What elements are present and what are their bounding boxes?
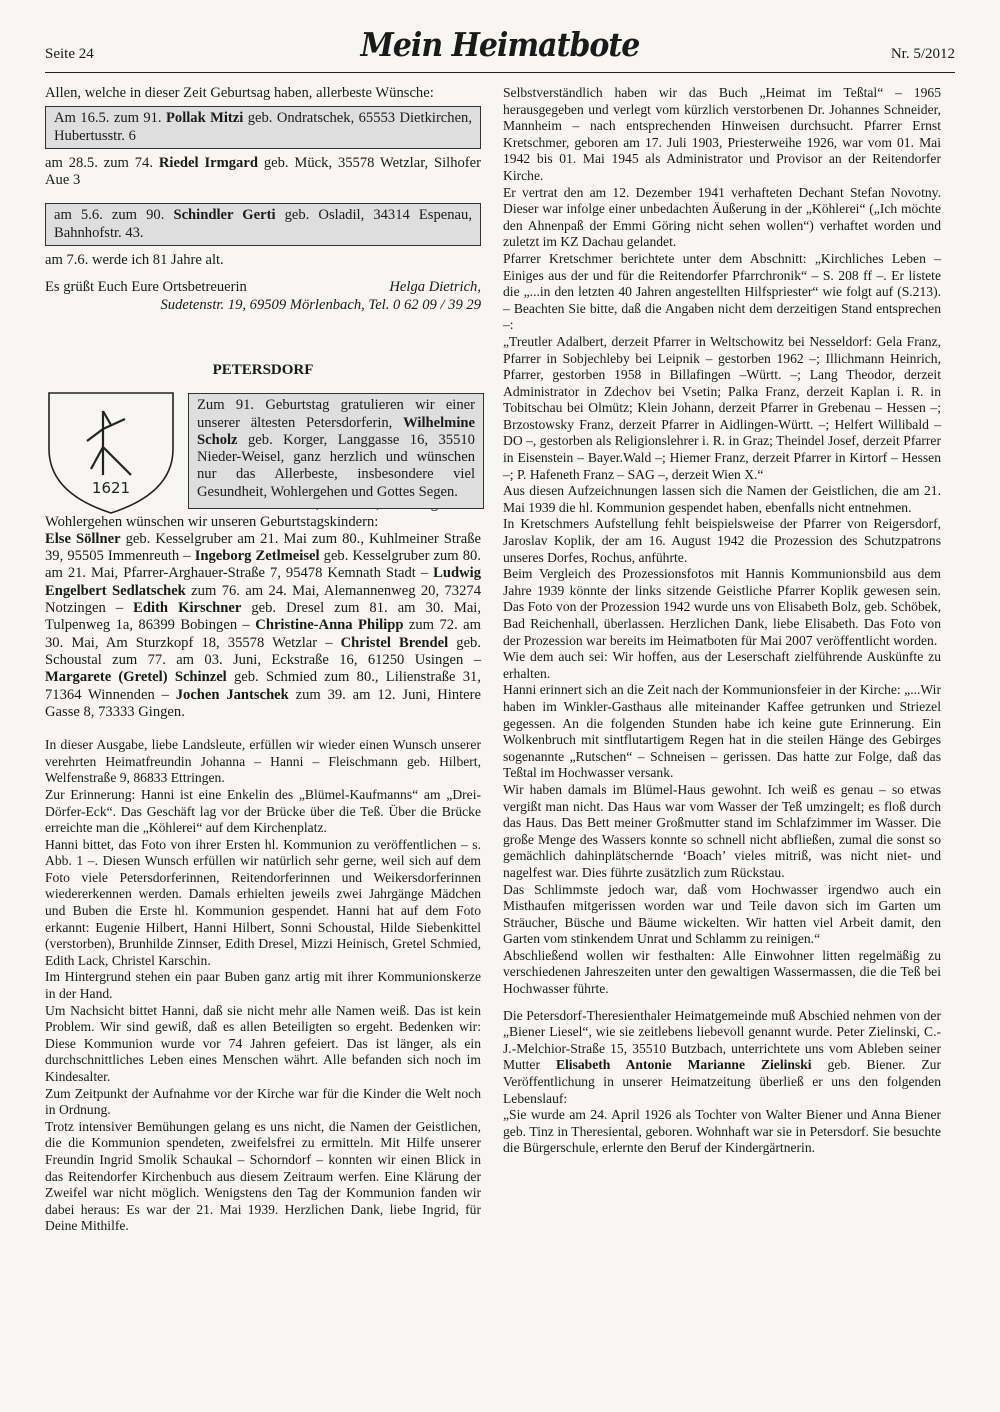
box2-name: Schindler Gerti — [173, 207, 276, 224]
left-column — [45, 85, 481, 1235]
birthday-name: Christel Brendel — [340, 634, 449, 651]
crest-year: 1621 — [91, 479, 131, 498]
article-paragraph: Trotz intensiver Bemühungen gelang es uns nicht, die Namen der Geistlichen, die die Kommunion spendeten, zweifelsfrei zu ermitteln. Mit Hilfe unserer Freundin Ingrid Smolik Schaukal – Schorndorf – konnten wir einen Blick in das Reitendorfer Kirchenbuch aus diesem Zeitraum werfen. Eine Klärung der Zweifel war nicht möglich. Wenigstens den Tag der Kommunion fanden wir dabei heraus: Es war der 21. Mai 1939. Herzlichen Dank, liebe Ingrid, für Deine Mithilfe. — [45, 1118, 481, 1234]
article-paragraph: Im Hintergrund stehen ein paar Buben ganz artig mit ihrer Kommunionskerze in der Hand. — [45, 969, 481, 1002]
header-rule — [45, 72, 955, 73]
birthday-details: zum 39. am 12. Juni, Hintere Gasse 8, 73333 Gingen. — [45, 686, 481, 720]
greeting-line — [45, 279, 481, 296]
right-article — [503, 85, 941, 998]
birthday-details: zum 76. am 24. Mai, Alemannenweg 20, 73274 Notzingen – — [45, 582, 481, 617]
petersdorf-intro — [45, 389, 481, 524]
article-paragraph: Zur Erinnerung: Hanni ist eine Enkelin des „Blümel-Kaufmanns“ am „Drei-Dörfer-Eck“. Das Geschäft lag vor der Brücke über die Teß. Über die Brücke erreichte man die „Köhlerei“ auf dem Kirchenplatz. — [45, 786, 481, 836]
own-birthday: am 7.6. werde ich 81 Jahre alt. — [45, 252, 224, 269]
birthday-name: Else Söllner — [45, 530, 121, 547]
right-column — [503, 85, 941, 1157]
issue-number: Nr. 5/2012 — [890, 46, 955, 62]
birthday-details: geb. Schmied zum 80., Lilienstraße 31, 71364 Winnenden – — [45, 669, 482, 703]
left-article — [45, 737, 481, 1235]
article-paragraph: In dieser Ausgabe, liebe Landsleute, erfüllen wir wieder einen Wunsch unserer verehrten Heimatfreundin Johanna – Hanni – Fleischmann geb. Hilbert, Welfenstraße 9, 86833 Ettringen. — [45, 737, 481, 786]
birthday-list — [45, 531, 481, 721]
obituary-text: Die Petersdorf-Theresienthaler Heimatgemeinde muß Abschied nehmen von der „Biener Liesel“, wie sie zeitlebens liebevoll genannt wurde. Peter Zielinski, C.-J.-Melchior-Straße 15, 35510 Butzbach, unterrichtete uns vom Ableben seiner Mutter — [503, 1007, 941, 1073]
article-paragraph: Beim Vergleich des Prozessionsfotos mit Hannis Kommunionsbild aus dem Jahre 1939 könnte der links sitzende Geistliche Pfarrer Koplik gewesen sein. Das Foto von der Prozession 1942 wurde uns von Elisabeth Bolz, geb. Schöbek, Bad Reichenhall, überlassen. Herzlichen Dank, liebe Elisabeth. Das Foto von der Prozession war bereits im Heimatboten für Mai 2007 veröffentlicht worden. — [503, 566, 941, 648]
birthday-details: zum 72. am 30. Mai, Am Sturzkopf 18, 35578 Wetzlar – — [45, 617, 481, 651]
box1-details: geb. Ondratschek, 65553 Dietkirchen, Hubertusstr. 6 — [54, 110, 472, 144]
author-address: Sudetenstr. 19, 69509 Mörlenbach, Tel. 0 62 09 / 39 29 — [160, 296, 481, 313]
obituary-details: geb. Biener. Zur Veröffentlichung in unserer Heimatzeitung überließ er uns den folgenden Lebenslauf: — [503, 1057, 941, 1106]
article-paragraph: Zum Zeitpunkt der Aufnahme vor der Kirche war für die Kinder die Welt noch in Ordnung. — [45, 1085, 481, 1118]
birthday-details: geb. Schoustal zum 77. am 03. Juni, Eckstraße 16, 61250 Usingen – — [45, 634, 481, 668]
greeting-text: Es grüßt Euch Eure Ortsbetreuerin — [45, 279, 247, 296]
biography-quote: „Sie wurde am 24. April 1926 als Tochter von Walter Biener und Anna Biener geb. Tinz in Theresiental, geboren. Wohnhaft war sie in Petersdorf. Sie besuchte die Bürgerschule, erlernte den Beruf der Kindergärtnerin. — [503, 1107, 941, 1156]
section-title: PETERSDORF — [212, 361, 314, 378]
birthday-details: geb. Dresel zum 81. am 30. Mai, Tulpenweg 1a, 86399 Bobingen – — [45, 600, 481, 634]
b2-name: Riedel Irmgard — [158, 154, 258, 171]
petbox-name: Wilhelmine Scholz — [197, 414, 475, 448]
author-name: Helga Dietrich, — [389, 279, 481, 296]
birthday-box-petersdorf — [188, 393, 484, 509]
box1-date: Am 16.5. zum 91. — [54, 110, 162, 127]
wishes-text: Wohlergehen wünschen wir unseren Geburtstagskindern: — [45, 513, 379, 530]
article-paragraph: Pfarrer Kretschmer berichtete unter dem Abschnitt: „Kirchliches Leben – Einiges aus der und für die Reitendorfer Pfarrchronik“ – S. 208 ff –. Er listete die „...in den letzten 40 Jahren angestellten Hilfspriester“ wie folgt auf (S.213). – Beachten Sie bitte, daß die Angaben nicht dem derzeitigen Stand entsprechen –: — [503, 250, 941, 333]
birthday-box-1 — [45, 106, 481, 149]
article-paragraph: Hanni bittet, das Foto von ihrer Ersten hl. Kommunion zu veröffentlichen – s. Abb. 1 –. Diesen Wunsch erfüllen wir natürlich sehr gerne, weil sich auf dem Foto viele Petersdorferinnen, Reitendorferinnen und Weikersdorferinnen wiedererkennen werden. Damals erhielten jeweils zwei Jahrgänge Mädchen und Buben die Erste hl. Kommunion gespendet. Hanni hat auf dem Foto erkannt: Eugenie Hilbert, Hanni Hilbert, Sonni Schoustal, Hilde Siebenkittel (verstorben), Brunhilde Zinnser, Edith Dresel, Mizzi Heinisch, Gretel Schmied, Edith Lack, Christel Karschin. — [45, 836, 481, 968]
birthday-name: Ingeborg Zetlmeisel — [194, 548, 320, 565]
birthday-name: Edith Kirschner — [133, 600, 242, 617]
article-paragraph: Wir haben damals im Blümel-Haus gewohnt. Ich weiß es genau – so etwas vergißt man nicht. Das Haus war vom Wasser der Teß umzingelt; es floß durch das Haus. Das Bett meiner Großmutter stand im Schlafzimmer im Wasser. Die große Menge des Wassers konnte so schnell nicht abfließen, zumal die sonst so gemächlich dahinplätschernde ‘Boach’ vieles mitriß, was nicht niet- und nagelfest war. Dies führte zusätzlich zum Rückstau. — [503, 781, 941, 880]
b2-date: am 28.5. zum 74. — [45, 154, 153, 171]
birthday-name: Margarete (Gretel) Schinzel — [45, 669, 227, 686]
birthday-name: Christine-Anna Philipp — [255, 617, 404, 634]
article-paragraph: Selbstverständlich haben wir das Buch „Heimat im Teßtal“ – 1965 herausgegeben und verlegt vom kürzlich verstorbenen Dr. Johannes Schneider, Mannheim – nach entsprechenden Hinweisen durchsucht. Pfarrer Ernst Kretschmer, geboren am 17. Juli 1903, Priesterweihe 1926, war vom 01. Mai 1942 bis 01. Mai 1945 als Administrator und Provisor an der Reitendorfer Kirche. — [503, 85, 941, 183]
article-paragraph: Hanni erinnert sich an die Zeit nach der Kommunionsfeier in der Kirche: „...Wir haben im Winkler-Gasthaus alle miteinander Kaffee getrunken und Striezel gegessen. An die folgenden Stunden habe ich keine gute Erinnerung. Ein Wolkenbruch mit sintflutartigem Regen hat in die steilen Hänge des Gebirges sogenannte „Rutschen“ – Schneisen – gerissen. Das hatte zur Folge, daß das Teßtal im Hochwasser versank. — [503, 682, 941, 781]
article-paragraph: Er vertrat den am 12. Dezember 1941 verhafteten Dechant Stefan Novotny. Dieser war infolge einer unbedachten Äußerung in der „Köhlerei“ („Ich möchte den Ahnenpaß der Emmi Göring nicht sehen wollen“) verhaftet worden und zuletzt im KZ Dachau gelandet. — [503, 184, 941, 250]
article-paragraph: „Treutler Adalbert, derzeit Pfarrer in Weltschowitz bei Nesseldorf: Gela Franz, Pfarrer in Sobjechleby bei Leipnik – gestorben 1962 –; Illichmann Heinrich, Pfarrer, gestorben 1958 in Billafingen –Württ. –; Lang Theodor, derzeit Administrator in Zdechov bei Vsetin; Palka Franz, derzeit Kaplan i. R. in Tobitschau bei Olmütz; Klein Johann, derzeit Pfarrer in Grebenau – Hessen –; Brzostowsky Franz, derzeit Pfarrer in Aidlingen-Württ. –; Helfert Willibald – DO –, gestorben als Religionslehrer i. R. in Graz; Theindel Josef, derzeit Pfarrer in Eisenstein – Bayer.Wald –; Hiemer Franz, derzeit Pfarrer in Kirtorf – Hessen –; P. Hafeneth Franz – SAG –, derzeit Wien X.“ — [503, 333, 941, 482]
box2-date: am 5.6. zum 90. — [54, 207, 165, 224]
birthday-box-2 — [45, 203, 481, 246]
coat-of-arms-icon — [45, 389, 177, 517]
obituary-intro — [503, 1008, 941, 1108]
article-paragraph: In Kretschmers Aufstellung fehlt beispielsweise der Pfarrer von Reigersdorf, Jaroslav Koplik, der am 16. August 1942 die Prozession des Schutzpatrons unseres Dorfes, Rochus, anführte. — [503, 516, 941, 565]
article-paragraph: Das Schlimmste jedoch war, daß vom Hochwasser irgendwo auch ein Misthaufen mitgerissen worden war und Teile davon sich im Garten um Sträucher, Büsche und Bäume wickelten. Wir hatten viel Arbeit damit, den Garten vom stinkendem Unrat und Schlamm zu reinigen.“ — [503, 881, 941, 947]
intro-line: Allen, welche in dieser Zeit Geburtsag haben, allerbeste Wünsche: — [45, 85, 434, 101]
masthead-logo: Mein Heimatbote — [360, 26, 640, 65]
box2-details: geb. Osladil, 34314 Espenau, Bahnhofstr. 43. — [54, 207, 472, 241]
birthday-entry-2 — [45, 155, 481, 190]
article-paragraph: Abschließend wollen wir festhalten: Alle Einwohner litten regelmäßig zu verschiedenen Jahreszeiten unter den gewaltigen Wassermassen, die die Teß bei Hochwasser führte. — [503, 947, 941, 997]
article-paragraph: Um Nachsicht bittet Hanni, daß sie nicht mehr alle Namen weiß. Das ist kein Problem. Wir sind gewiß, daß es allen Beteiligten so ergeht. Bedenken wir: Diese Kommunion wurde vor 74 Jahren gefeiert. Das ist länger, als ein durchschnittliches Leben eines Menschen währt. Alle befanden sich noch im Kindesalter. — [45, 1002, 481, 1084]
petbox-text: Zum 91. Geburtstag gratulieren wir einer unserer ältesten Petersdorferin, — [197, 397, 475, 431]
article-paragraph: Wie dem auch sei: Wir hoffen, aus der Leserschaft zielführende Auskünfte zu erhalten. — [503, 649, 941, 681]
deceased-name: Elisabeth Antonie Marianne Zielinski — [555, 1057, 812, 1073]
birthday-details: geb. Kesselgruber am 21. Mai zum 80., Kuhlmeiner Straße 39, 95505 Immenreuth – — [45, 530, 482, 565]
petbox-details: geb. Korger, Langgasse 16, 35510 Nieder-Weisel, ganz herzlich und wünschen nur das Allerbeste, insbesondere viel Gesundheit, Wohlergehen und Gottes Segen. — [197, 431, 475, 500]
box1-name: Pollak Mitzi — [165, 110, 244, 127]
birthday-name: Ludwig Engelbert Sedlatschek — [45, 565, 481, 599]
article-paragraph: Aus diesen Aufzeichnungen lassen sich die Namen der Geistlichen, die am 21. Mai 1939 die hl. Kommunion gespendet haben, ebenfalls nicht entnehmen. — [503, 483, 941, 515]
birthday-details: geb. Kesselgruber zum 80. am 21. Mai, Pfarrer-Arghauer-Straße 7, 95478 Kemnath Stadt – — [45, 548, 481, 582]
page-header — [45, 28, 955, 72]
b2-details: geb. Mück, 35578 Wetzlar, Silhofer Aue 3 — [45, 154, 482, 189]
page-number: Seite 24 — [45, 46, 94, 62]
birthday-name: Jochen Jantschek — [175, 686, 289, 703]
